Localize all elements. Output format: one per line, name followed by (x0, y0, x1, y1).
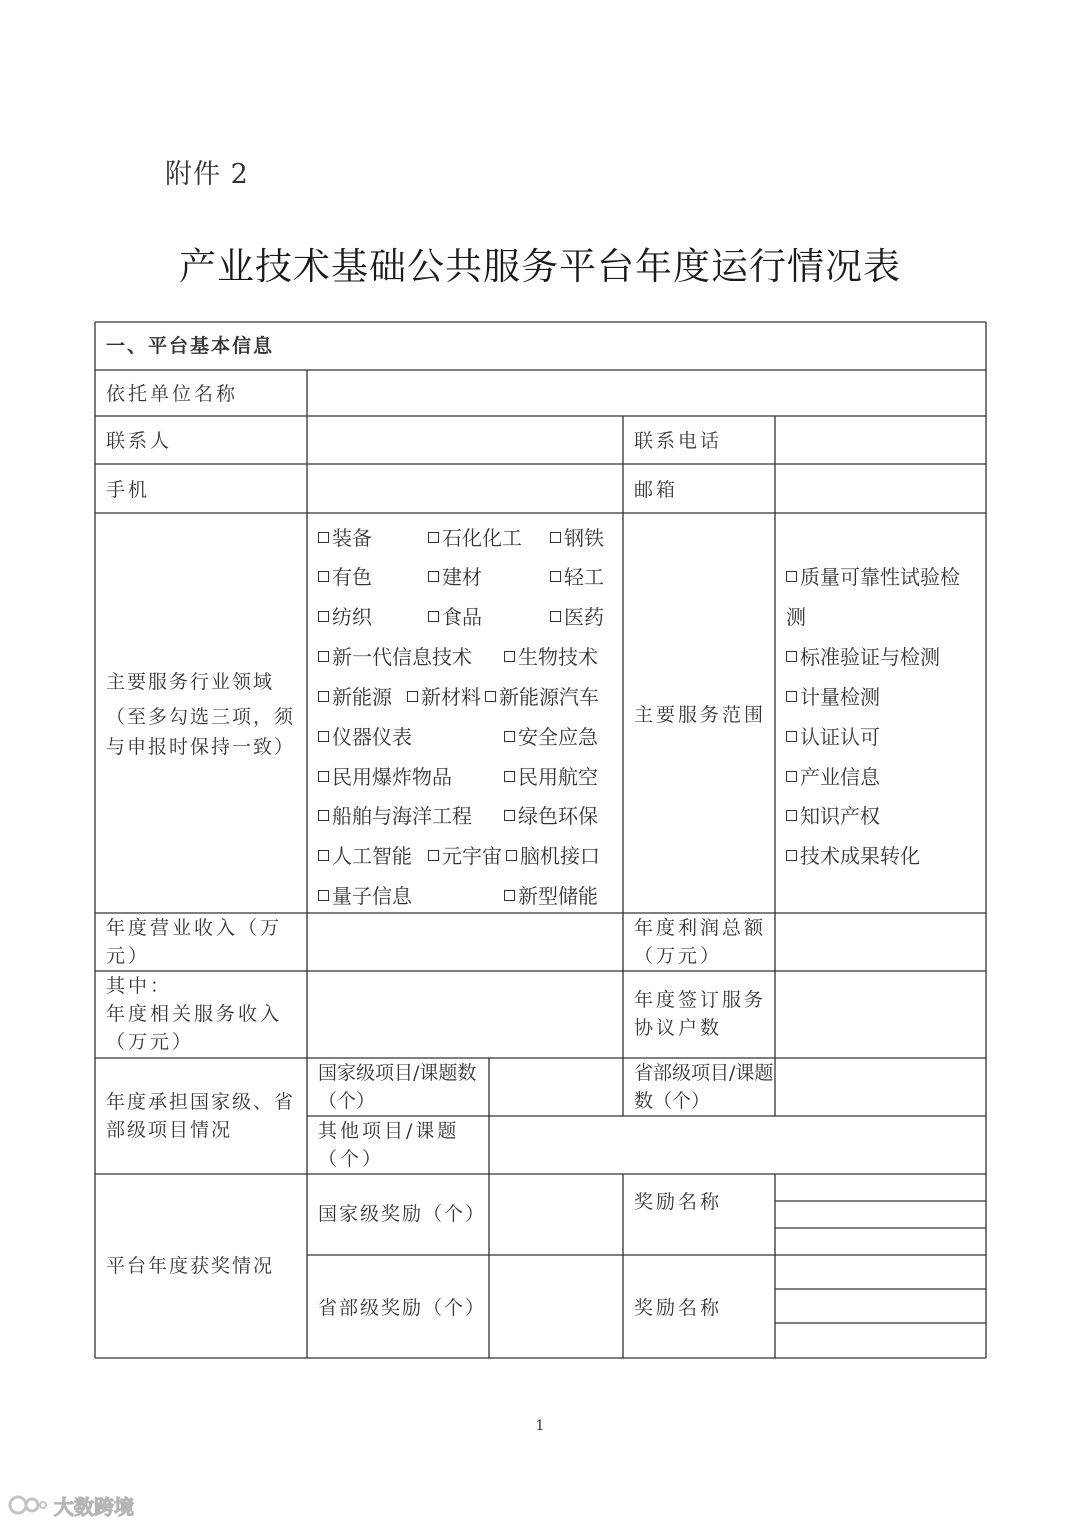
industry-checkbox[interactable]: 人工智能 (318, 842, 412, 870)
section-header: 一、平台基本信息 (106, 335, 275, 357)
checkbox-icon (786, 571, 797, 582)
agreements-label-line2: 协议户数 (634, 1017, 723, 1039)
checkbox-icon (407, 691, 418, 702)
industry-checkbox[interactable]: 新型储能 (504, 882, 598, 910)
profit-label-line2: （万元） (634, 945, 723, 967)
service-revenue-label-line3: （万元） (106, 1031, 195, 1053)
checkbox-icon (786, 731, 797, 742)
checkbox-icon (504, 651, 515, 662)
award-name-label: 奖励名称 (634, 1191, 723, 1213)
checkbox-icon (550, 532, 561, 543)
industry-label-line3: 与申报时保持一致） (106, 736, 296, 758)
checkbox-icon (550, 571, 561, 582)
scope-checkbox[interactable]: 技术成果转化 (786, 842, 920, 870)
national-projects-label-line2: （个） (318, 1090, 376, 1112)
industry-checkbox[interactable]: 纺织 (318, 603, 372, 631)
industry-checkbox[interactable]: 新一代信息技术 (318, 643, 472, 671)
checkbox-icon (550, 611, 561, 622)
watermark-logo-icon (8, 1493, 48, 1517)
industry-checkbox[interactable]: 船舶与海洋工程 (318, 802, 472, 830)
checkbox-icon (428, 850, 439, 861)
checkbox-icon (318, 731, 329, 742)
revenue-label-line1: 年度营业收入（万 (106, 917, 283, 939)
provincial-projects-label-line1: 省部级项目/课题 (634, 1062, 774, 1084)
service-revenue-label-line1: 其中： (106, 975, 173, 997)
industry-checkbox[interactable]: 轻工 (550, 563, 604, 591)
industry-label-line2: （至多勾选三项，须 (106, 706, 296, 728)
scope-checkbox[interactable]: 产业信息 (786, 763, 880, 791)
industry-checkbox[interactable]: 量子信息 (318, 882, 412, 910)
industry-checkbox[interactable]: 新能源汽车 (485, 683, 599, 711)
industry-checkbox[interactable]: 食品 (428, 603, 482, 631)
page-title: 产业技术基础公共服务平台年度运行情况表 (179, 245, 901, 288)
checkbox-icon (786, 771, 797, 782)
industry-checkbox[interactable]: 民用航空 (504, 763, 598, 791)
checkbox-icon (786, 691, 797, 702)
scope-label: 主要服务范围 (634, 704, 767, 726)
page-number: 1 (535, 1418, 545, 1434)
industry-checkbox[interactable]: 装备 (318, 524, 372, 552)
checkbox-icon (506, 850, 517, 861)
projects-label-line1: 年度承担国家级、省 (106, 1091, 296, 1113)
checkbox-icon (786, 651, 797, 662)
scope-checkbox[interactable]: 认证认可 (786, 723, 880, 751)
scope-checkbox[interactable]: 质量可靠性试验检 (786, 563, 976, 591)
email-label: 邮箱 (634, 479, 679, 501)
industry-checkbox[interactable]: 新能源 (318, 683, 392, 711)
checkbox-icon (318, 810, 329, 821)
industry-checkbox[interactable]: 钢铁 (550, 524, 604, 552)
projects-label-line2: 部级项目情况 (106, 1119, 233, 1141)
checkbox-icon (318, 532, 329, 543)
other-projects-label-line1: 其他项目/课题 (318, 1120, 460, 1142)
checkbox-icon (504, 810, 515, 821)
industry-checkbox[interactable]: 民用爆炸物品 (318, 763, 452, 791)
checkbox-icon (504, 731, 515, 742)
checkbox-icon (786, 850, 797, 861)
awards-label: 平台年度获奖情况 (106, 1255, 275, 1277)
national-awards-label: 国家级奖励（个） (318, 1203, 487, 1225)
industry-checkbox[interactable]: 脑机接口 (506, 842, 600, 870)
industry-checkbox[interactable]: 仪器仪表 (318, 723, 412, 751)
award-name-label: 奖励名称 (634, 1297, 723, 1319)
mobile-label: 手机 (106, 479, 151, 501)
checkbox-icon (318, 890, 329, 901)
provincial-awards-label: 省部级奖励（个） (318, 1297, 487, 1319)
service-revenue-label-line2: 年度相关服务收入 (106, 1003, 283, 1025)
checkbox-icon (318, 691, 329, 702)
national-projects-label-line1: 国家级项目/课题数 (318, 1062, 477, 1084)
unit-name-label: 依托单位名称 (106, 383, 239, 405)
watermark (8, 1490, 134, 1520)
revenue-label-line2: 元） (106, 945, 151, 967)
industry-checkbox[interactable]: 绿色环保 (504, 802, 598, 830)
checkbox-icon (318, 651, 329, 662)
industry-checkbox[interactable]: 医药 (550, 603, 604, 631)
industry-checkbox[interactable]: 有色 (318, 563, 372, 591)
industry-checkbox[interactable]: 建材 (428, 563, 482, 591)
watermark-text: 大数跨境 (54, 1494, 134, 1519)
provincial-projects-label-line2: 数（个） (634, 1090, 711, 1112)
industry-label-line1: 主要服务行业领域 (106, 671, 275, 693)
checkbox-icon (786, 810, 797, 821)
checkbox-icon (318, 850, 329, 861)
checkbox-icon (428, 611, 439, 622)
industry-checkbox[interactable]: 元宇宙 (428, 842, 502, 870)
phone-label: 联系电话 (634, 430, 723, 452)
profit-label-line1: 年度利润总额 (634, 917, 767, 939)
checkbox-icon (428, 571, 439, 582)
scope-continuation-text: 测 (786, 605, 806, 629)
checkbox-icon (318, 771, 329, 782)
checkbox-icon (318, 611, 329, 622)
checkbox-icon (504, 890, 515, 901)
industry-checkbox[interactable]: 石化化工 (428, 524, 522, 552)
checkbox-icon (504, 771, 515, 782)
scope-checkbox[interactable]: 计量检测 (786, 683, 880, 711)
checkbox-icon (428, 532, 439, 543)
industry-checkbox[interactable]: 安全应急 (504, 723, 598, 751)
scope-checkbox[interactable]: 标准验证与检测 (786, 643, 940, 671)
industry-checkbox[interactable]: 新材料 (407, 683, 481, 711)
attachment-label: 附件 2 (165, 159, 249, 190)
agreements-label-line1: 年度签订服务 (634, 989, 767, 1011)
contact-label: 联系人 (106, 430, 173, 452)
checkbox-icon (485, 691, 496, 702)
checkbox-icon (318, 571, 329, 582)
scope-checkbox[interactable]: 知识产权 (786, 802, 880, 830)
scope-checkbox-continuation (786, 603, 806, 631)
industry-checkbox[interactable]: 生物技术 (504, 643, 598, 671)
other-projects-label-line2: （个） (318, 1148, 385, 1170)
